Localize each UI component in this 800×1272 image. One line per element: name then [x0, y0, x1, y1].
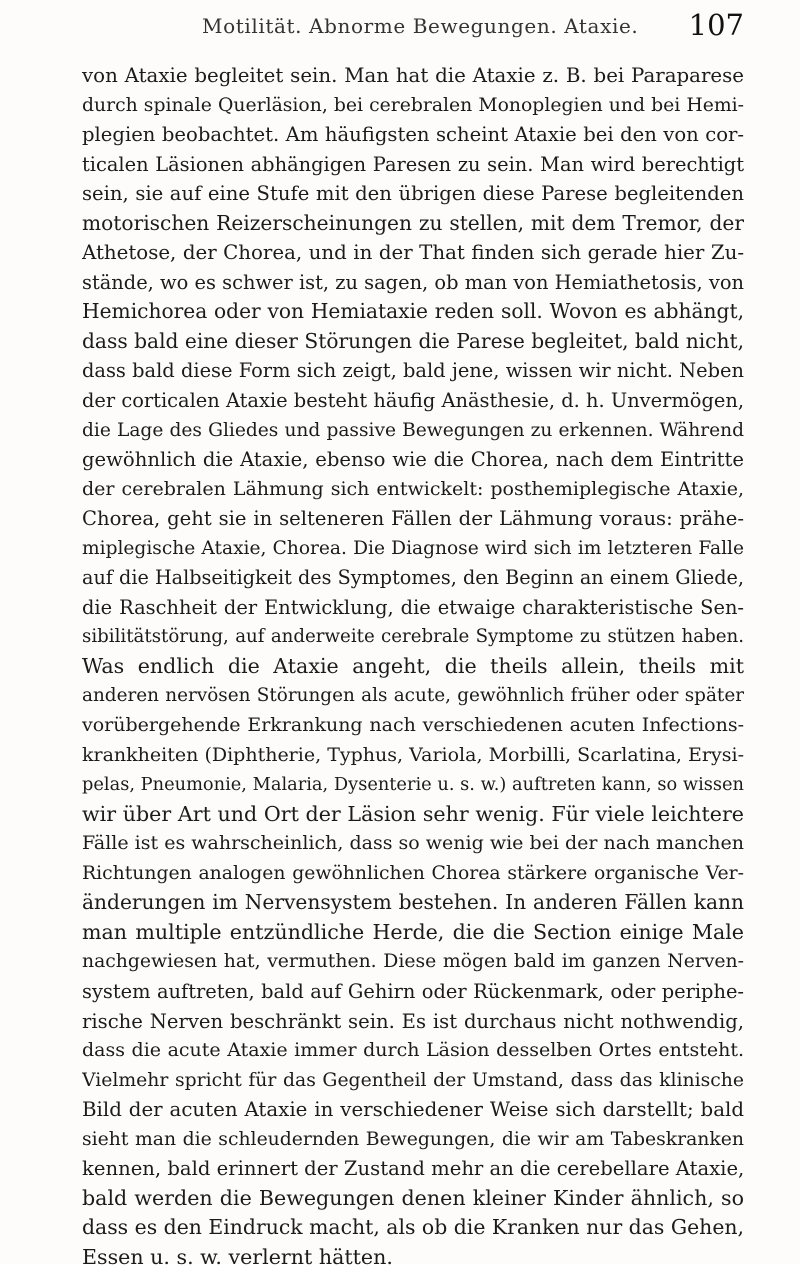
text-line: änderungen im Nervensystem bestehen. In anderen Fällen kann	[82, 890, 744, 915]
page-number: 107	[688, 8, 744, 42]
text-line: gewöhnlich die Ataxie, ebenso wie die Chorea, nach dem Eintritte	[82, 448, 744, 472]
text-line: Was endlich die Ataxie angeht, die theils allein, theils mit	[82, 653, 744, 678]
text-line: wir über Art und Ort der Läsion sehr wenig. Für viele leichtere	[82, 801, 744, 826]
text-line: motorischen Reizerscheinungen zu stellen, mit dem Tremor, der	[82, 210, 744, 235]
text-line: die Lage des Gliedes und passive Bewegungen zu erkennen. Während	[82, 419, 744, 441]
text-line: krankheiten (Diphtherie, Typhus, Variola, Morbilli, Scarlatina, Erysi-	[82, 743, 744, 766]
text-line: auf die Halbseitigkeit des Symptomes, den Beginn an einem Gliede,	[82, 566, 744, 590]
text-line: stände, wo es schwer ist, zu sagen, ob man von Hemiathetosis, von	[82, 270, 744, 294]
text-line: von Ataxie begleitet sein. Man hat die Ataxie z. B. bei Paraparese	[82, 64, 744, 87]
page-header	[82, 6, 744, 46]
text-line: dass es den Eindruck macht, als ob die Kranken nur das Gehen,	[82, 1215, 744, 1240]
text-line: pelas, Pneumonie, Malaria, Dysenterie u. s. w.) auftreten kann, so wissen	[82, 774, 744, 796]
text-line: der cerebralen Lähmung sich entwickelt: posthemiplegische Ataxie,	[82, 477, 744, 500]
text-line: Hemichorea oder von Hemiataxie reden soll. Wovon es abhängt,	[82, 299, 744, 324]
text-line: rische Nerven beschränkt sein. Es ist durchaus nicht nothwendig,	[82, 1009, 744, 1033]
text-line: Fälle ist es wahrscheinlich, dass so wenig wie bei der nach manchen	[82, 832, 744, 855]
text-line: Athetose, der Chorea, und in der That finden sich gerade hier Zu-	[82, 241, 744, 265]
text-line: dass bald eine dieser Störungen die Parese begleitet, bald nicht,	[82, 328, 744, 353]
text-line: plegien beobachtet. Am häufigsten scheint Ataxie bei den von cor-	[82, 123, 744, 147]
text-line: ticalen Läsionen abhängigen Paresen zu sein. Man wird berechtigt	[82, 152, 744, 176]
text-line: Essen u. s. w. verlernt hätten.	[82, 1244, 393, 1269]
running-head: Motilität. Abnorme Bewegungen. Ataxie.	[202, 14, 639, 38]
text-line: Vielmehr spricht für das Gegentheil der Umstand, dass das klinische	[82, 1069, 744, 1091]
text-line: anderen nervösen Störungen als acute, gewöhnlich früher oder später	[82, 685, 744, 707]
text-line: nachgewiesen hat, vermuthen. Diese mögen bald im ganzen Nerven-	[82, 951, 744, 973]
text-line: Bild der acuten Ataxie in verschiedener Weise sich darstellt; bald	[82, 1098, 744, 1122]
text-line: dass die acute Ataxie immer durch Läsion desselben Ortes entsteht.	[82, 1039, 744, 1062]
text-line: durch spinale Querläsion, bei cerebralen Monoplegien und bei Hemi-	[82, 94, 744, 116]
text-line: sein, sie auf eine Stufe mit den übrigen diese Parese begleitenden	[82, 182, 744, 206]
text-line: system auftreten, bald auf Gehirn oder Rückenmark, oder periphe-	[82, 979, 744, 1003]
text-line: miplegische Ataxie, Chorea. Die Diagnose wird sich im letzteren Falle	[82, 537, 744, 559]
text-line: Richtungen analogen gewöhnlichen Chorea stärkere organische Ver-	[82, 862, 744, 884]
body-text	[82, 61, 744, 1272]
text-line: bald werden die Bewegungen denen kleiner Kinder ähnlich, so	[82, 1185, 744, 1210]
text-line: vorübergehende Erkrankung nach verschiedenen acuten Infections-	[82, 714, 744, 737]
text-line: die Raschheit der Entwicklung, die etwaige charakteristische Sen-	[82, 595, 744, 619]
text-line: man multiple entzündliche Herde, die die Section einige Male	[82, 919, 744, 944]
text-line: dass bald diese Form sich zeigt, bald jene, wissen wir nicht. Neben	[82, 359, 744, 383]
text-line: sibilitätstörung, auf anderweite cerebrale Symptome zu stützen haben.	[82, 626, 744, 648]
text-line: kennen, bald erinnert der Zustand mehr an die cerebellare Ataxie,	[82, 1157, 744, 1181]
text-line: sieht man die schleudernden Bewegungen, die wir am Tabeskranken	[82, 1128, 744, 1150]
text-line: der corticalen Ataxie besteht häufig Anästhesie, d. h. Unvermögen,	[82, 389, 744, 413]
text-line: Chorea, geht sie in selteneren Fällen der Lähmung voraus: prähe-	[82, 507, 744, 531]
